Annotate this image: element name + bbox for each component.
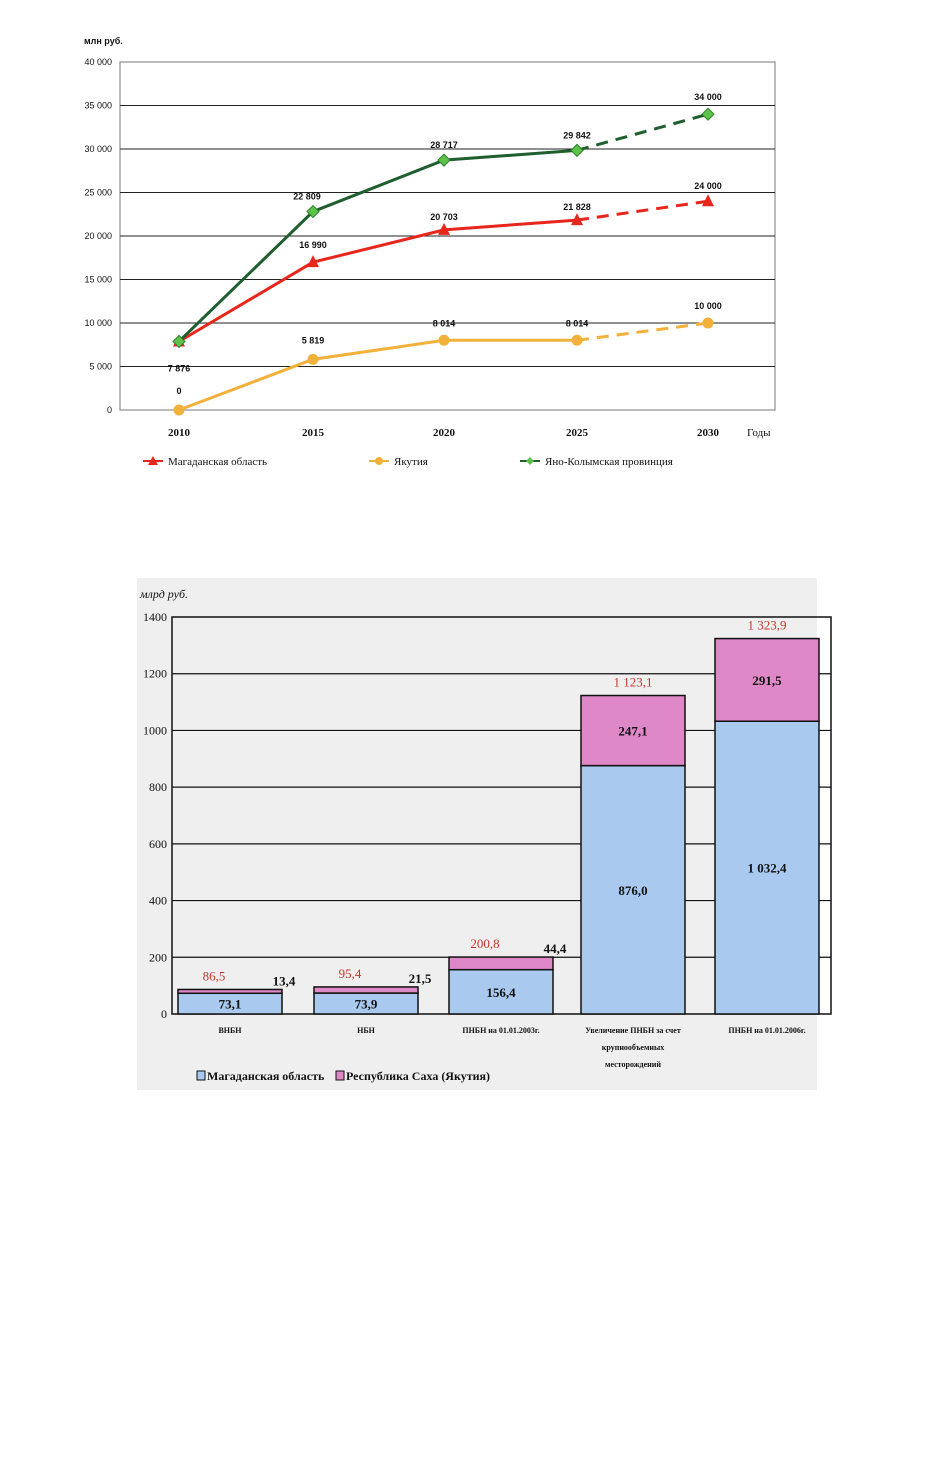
bar-segment-yakutia: [314, 987, 418, 993]
x-tick-label: Увеличение ПНБН за счет: [585, 1026, 681, 1035]
bar-value-label: 44,4: [543, 941, 567, 957]
y-tick-label: 35 000: [84, 100, 112, 111]
y-tick-label: 15 000: [84, 274, 112, 285]
y-tick-label: 200: [149, 950, 167, 965]
y-unit-label: млн руб.: [84, 36, 123, 46]
data-label: 8 014: [432, 318, 456, 329]
data-label: 29 842: [563, 130, 591, 141]
bar-value-label: 21,5: [408, 970, 432, 986]
y-tick-label: 25 000: [84, 187, 112, 198]
bar-total-label: 200,8: [470, 936, 500, 952]
legend-swatch: [336, 1071, 344, 1080]
x-tick-label: 2030: [697, 427, 719, 439]
data-label: 10 000: [694, 301, 722, 311]
bar-value-label: 876,0: [618, 882, 648, 898]
x-tick-label: 2015: [302, 427, 324, 439]
y-tick-label: 0: [106, 405, 112, 415]
x-tick-label: ПНБН на 01.01.2003г.: [462, 1026, 540, 1035]
data-label: 34 000: [694, 92, 722, 103]
y-tick-label: 1400: [143, 610, 167, 624]
data-label: 7 876: [167, 363, 191, 374]
bar-value-label: 73,1: [218, 996, 242, 1012]
x-tick-label: 2010: [168, 427, 190, 439]
y-tick-label: 0: [161, 1007, 167, 1021]
y-tick-label: 30 000: [84, 144, 112, 154]
y-tick-label: 40 000: [84, 57, 112, 67]
bar-segment-yakutia: [449, 957, 553, 970]
y-unit-label: млрд руб.: [140, 587, 189, 601]
y-tick-label: 800: [149, 780, 167, 795]
bar-value-label: 73,9: [354, 996, 378, 1012]
legend-label: Магаданская область: [168, 456, 268, 468]
bar-segment-yakutia: [178, 989, 282, 993]
bar-total-label: 95,4: [338, 965, 362, 981]
bar-value-label: 291,5: [752, 672, 782, 688]
bar-total-label: 1 323,9: [747, 617, 787, 633]
bar-value-label: 247,1: [618, 723, 648, 739]
data-label: 22 809: [293, 191, 321, 202]
x-tick-label: месторождений: [605, 1060, 661, 1069]
x-axis-label: Годы: [747, 427, 771, 439]
data-label: 20 703: [430, 211, 458, 222]
y-tick-label: 10 000: [84, 318, 112, 328]
bar-value-label: 13,4: [272, 973, 296, 989]
x-tick-label: 2020: [433, 427, 455, 439]
x-tick-label: крупнообъемных: [601, 1043, 665, 1052]
legend-swatch: [197, 1071, 205, 1080]
y-tick-label: 1200: [143, 666, 167, 681]
y-tick-label: 20 000: [84, 231, 112, 241]
x-tick-label: ПНБН на 01.01.2006г.: [728, 1026, 806, 1035]
legend-label: Республика Саха (Якутия): [346, 1069, 491, 1083]
legend-label: Якутия: [394, 456, 428, 468]
bar-value-label: 156,4: [486, 984, 516, 1000]
data-label: 8 014: [565, 318, 589, 329]
data-label: 16 990: [299, 240, 327, 251]
bar-total-label: 86,5: [202, 968, 226, 984]
y-tick-label: 1000: [143, 723, 167, 738]
y-tick-label: 5 000: [89, 361, 112, 372]
y-tick-label: 600: [149, 836, 167, 851]
x-tick-label: НБН: [357, 1026, 375, 1035]
data-label: 24 000: [694, 181, 722, 192]
bar-total-label: 1 123,1: [613, 674, 653, 690]
legend-label: Магаданская область: [207, 1069, 325, 1083]
x-tick-label: ВНБН: [218, 1026, 242, 1035]
data-label: 5 819: [301, 335, 325, 346]
data-label: 21 828: [563, 202, 591, 213]
bar-value-label: 1 032,4: [747, 860, 787, 876]
data-label: 0: [176, 386, 182, 396]
data-label: 28 717: [430, 140, 458, 151]
x-tick-label: 2025: [566, 427, 588, 439]
y-tick-label: 400: [149, 893, 167, 908]
legend-label: Яно-Колымская провинция: [545, 456, 673, 468]
